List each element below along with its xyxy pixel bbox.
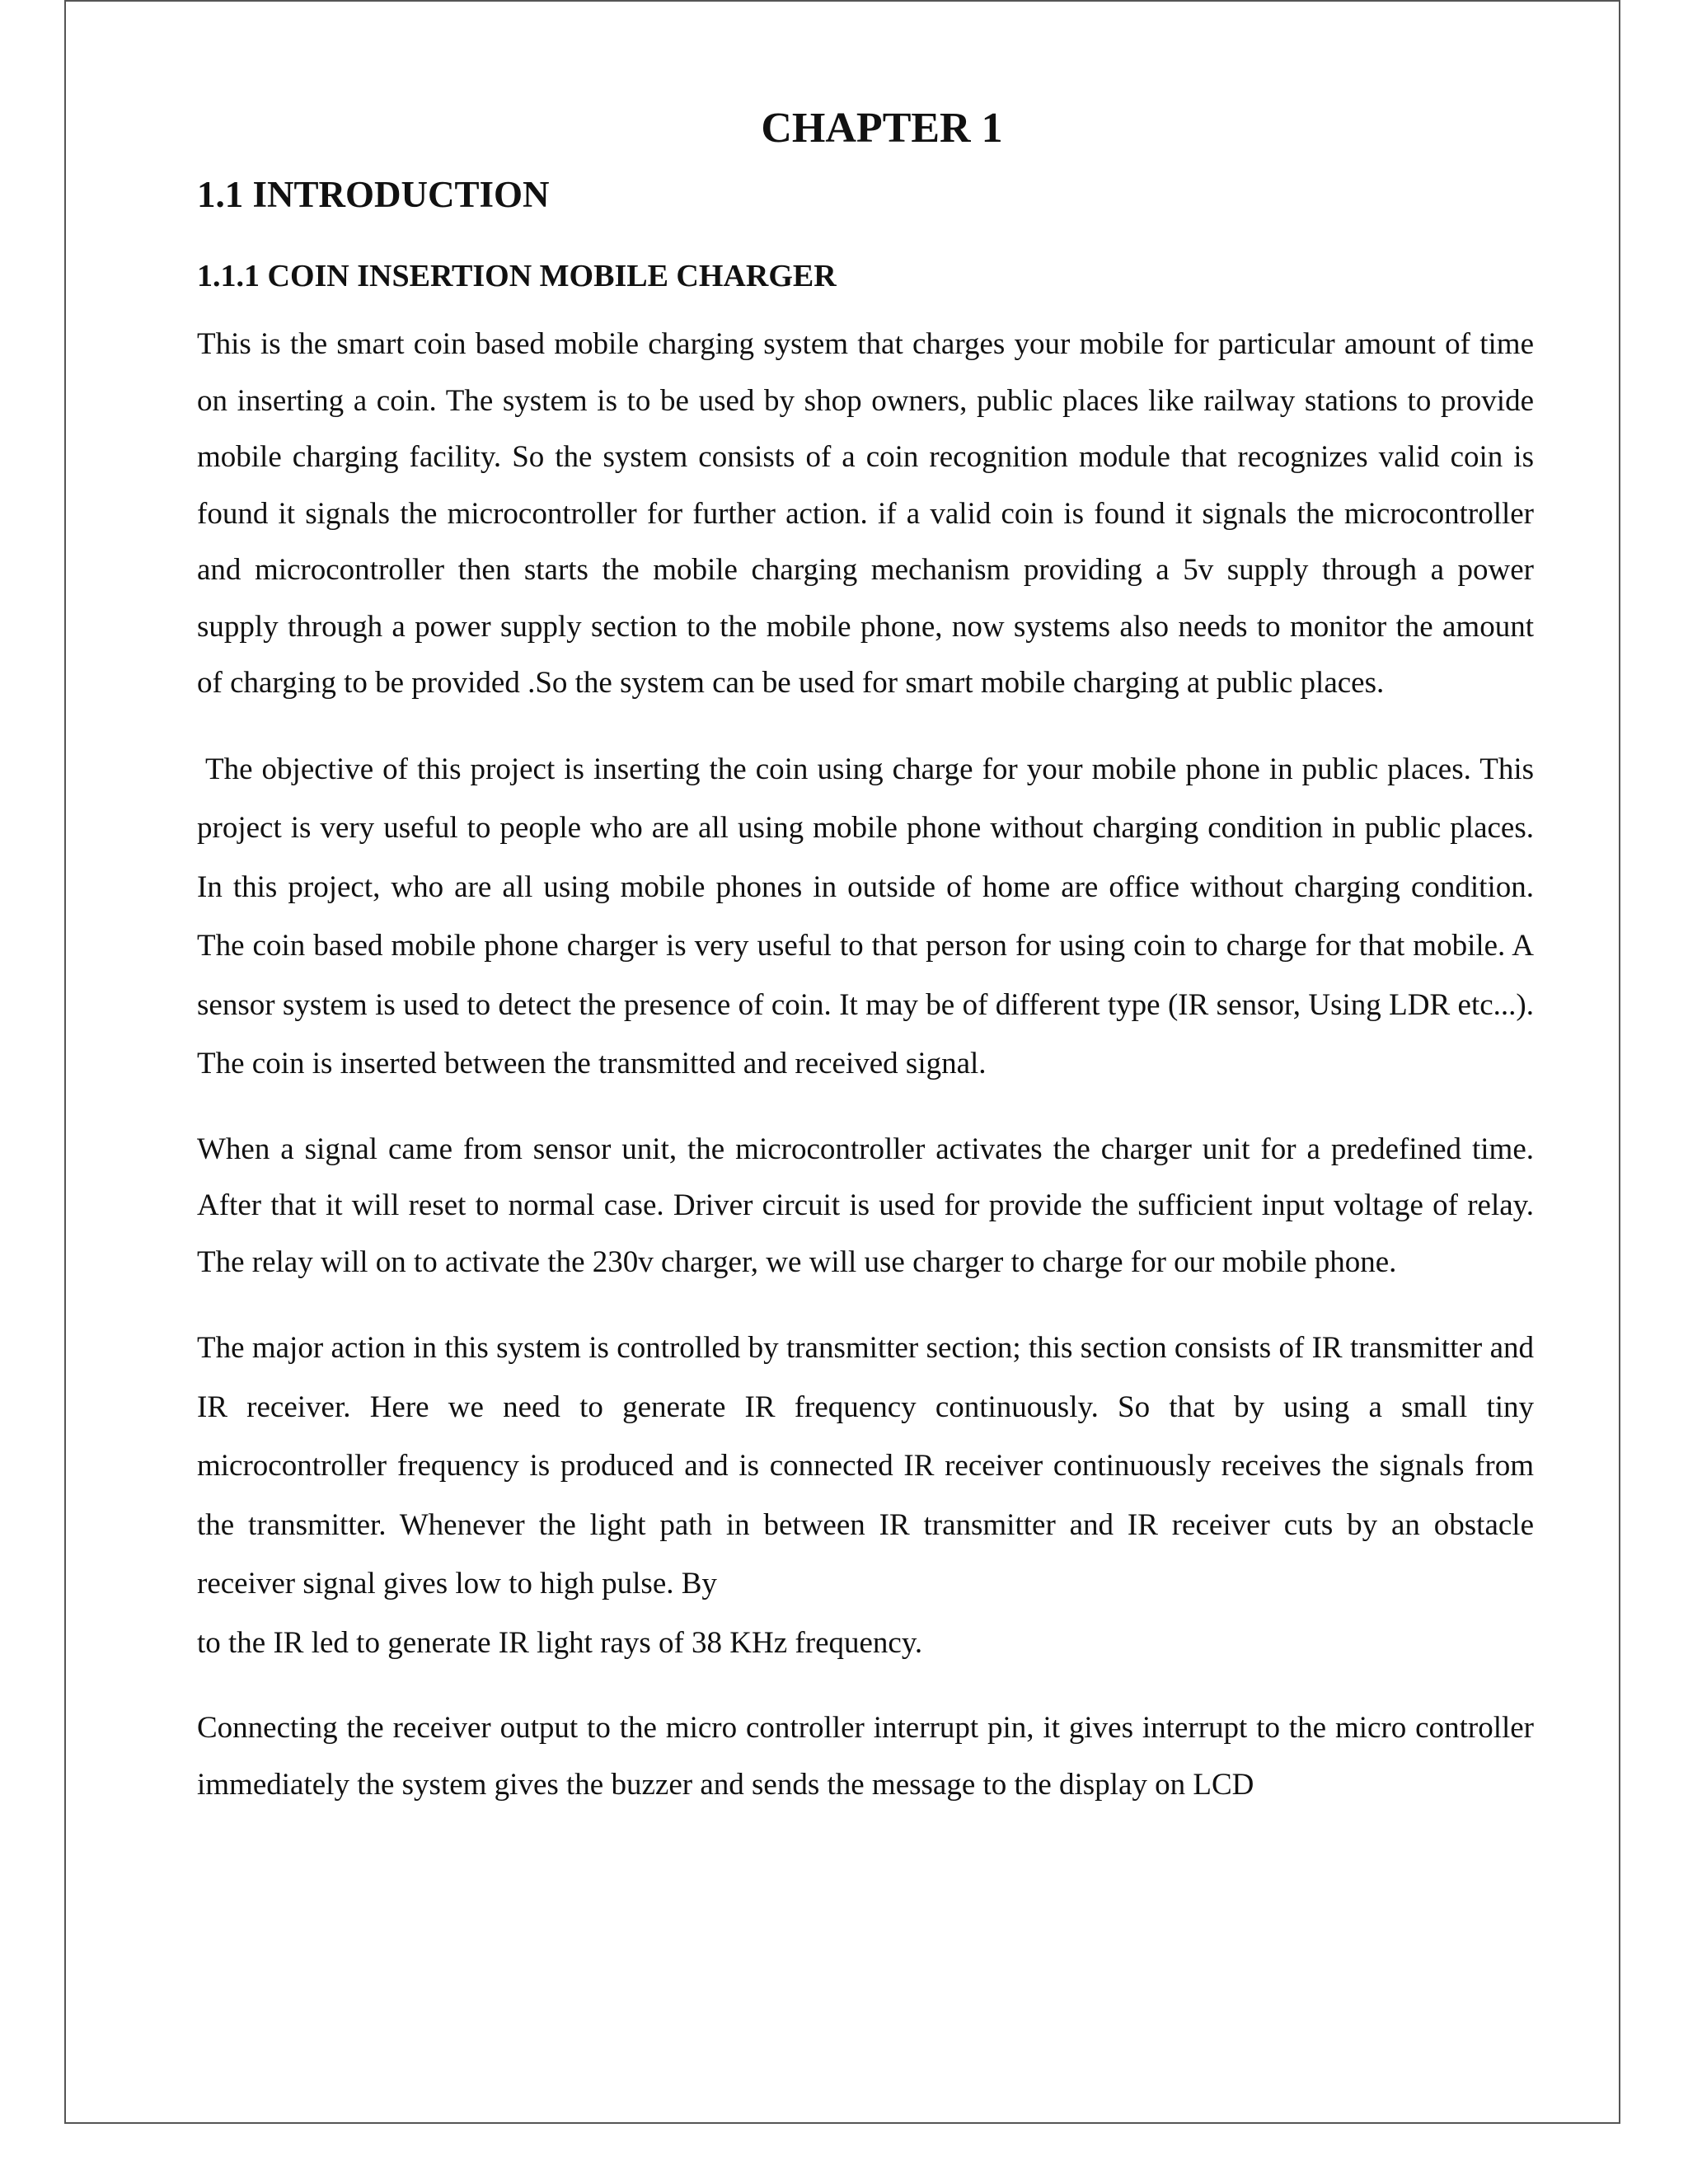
paragraph-2: The objective of this project is inserting the coin using charge for your mobile phone in public places. This project is very useful to people who are all using mobile phone without charging condition in public places. In this project, who are all using mobile phones in outside of home are office without charging condition. The coin based mobile phone charger is very useful to that person for using coin to charge for that mobile. A sensor system is used to detect the presence of coin. It may be of different type (IR sensor, Using LDR etc...). The coin is inserted between the transmitted and received signal. — [197, 752, 1534, 1080]
paragraph-3: When a signal came from sensor unit, the microcontroller activates the charger unit for a predefined time. After that it will reset to normal case. Driver circuit is used for provide the sufficient input voltage of relay. The relay will on to activate the 230v charger, we will use charger to charge for our mobile phone. — [197, 1132, 1534, 1279]
chapter-title: CHAPTER 1 — [761, 105, 1003, 152]
paragraph-4-main: The major action in this system is controlled by transmitter section; this section consists of IR transmitter and IR receiver. Here we need to generate IR frequency continuously. So that by using a small tiny microcontroller frequency is produced and is connected IR receiver continuously receives the signals from the transmitter. Whenever the light path in between IR transmitter and IR receiver cuts by an obstacle receiver signal gives low to high pulse. By — [197, 1331, 1534, 1601]
paragraph-1: This is the smart coin based mobile charging system that charges your mobile for particular amount of time on inserting a coin. The system is to be used by shop owners, public places like railway stations to provide mobile charging facility. So the system consists of a coin recognition module that recognizes valid coin is found it signals the microcontroller for further action. if a valid coin is found it signals the microcontroller and microcontroller then starts the mobile charging mechanism providing a 5v supply through a power supply through a power supply section to the mobile phone, now systems also needs to monitor the amount of charging to be provided .So the system can be used for smart mobile charging at public places. — [197, 327, 1534, 700]
document-body — [197, 99, 1534, 1813]
paragraph-4-tail: to the IR led to generate IR light rays of 38 KHz frequency. — [197, 1625, 923, 1660]
paragraph-5: Connecting the receiver output to the micro controller interrupt pin, it gives interrupt to the micro controller immediately the system gives the buzzer and sends the message to the display on LCD — [197, 1711, 1534, 1802]
section-title: 1.1 INTRODUCTION — [197, 174, 550, 215]
subsection-title: 1.1.1 COIN INSERTION MOBILE CHARGER — [197, 259, 837, 293]
paragraph-4 — [197, 1319, 1534, 1672]
